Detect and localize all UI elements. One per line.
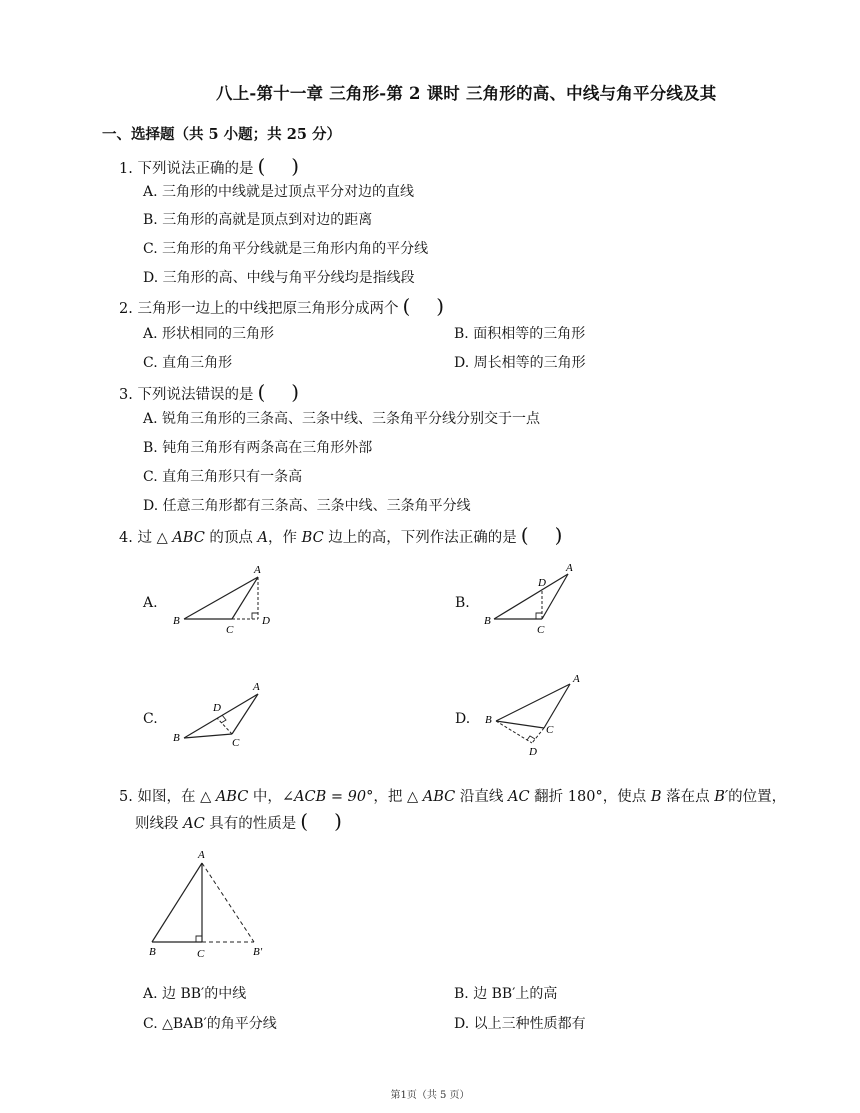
q4-option-d-label: D.: [455, 711, 471, 727]
q5-text: ，把: [373, 789, 403, 805]
q4-option-b-label: B.: [455, 595, 470, 611]
q5-figure: [140, 845, 280, 960]
q5-text: 中，: [248, 789, 282, 805]
math-b-prime: B′: [714, 789, 729, 805]
q5-text: 具有的性质是: [204, 816, 297, 832]
answer-bracket: ( ): [402, 294, 445, 318]
question-5-line-2: [135, 809, 342, 833]
question-2: [119, 294, 444, 318]
point-label-d: D: [538, 577, 546, 589]
q3-option-b: B. 钝角三角形有两条高在三角形外部: [143, 440, 373, 456]
q4-figure-c: [170, 678, 270, 750]
q4-figure-d: [482, 670, 592, 758]
answer-bracket: ( ): [257, 154, 300, 178]
question-1: [119, 154, 299, 178]
q3-option-c: C. 直角三角形只有一条高: [143, 469, 303, 485]
q1-option-d: D. 三角形的高、中线与角平分线均是指线段: [143, 270, 415, 286]
question-5-line-1: [119, 785, 786, 806]
q4-text: 的顶点: [204, 530, 258, 546]
q4-option-c-label: C.: [143, 711, 158, 727]
q3-option-d: D. 任意三角形都有三条高、三条中线、三条角平分线: [143, 498, 471, 514]
math-abc: ABC: [215, 789, 249, 805]
point-label-a: A: [198, 849, 205, 861]
question-1-stem: 1. 下列说法正确的是: [119, 161, 254, 177]
q4-option-a-label: A.: [143, 595, 158, 611]
math-ac: AC: [507, 789, 530, 805]
point-label-c: C: [197, 948, 205, 960]
q4-figure-b: [480, 560, 590, 636]
point-label-c: C: [546, 724, 554, 736]
answer-bracket: ( ): [257, 380, 300, 404]
q5-text: 则线段: [135, 816, 184, 832]
q2-option-d: D. 周长相等的三角形: [454, 355, 586, 371]
point-label-b: B: [485, 714, 492, 726]
question-3-stem: 3. 下列说法错误的是: [119, 387, 254, 403]
math-a: A: [257, 530, 269, 546]
section-title: 一、选择题（共 5 小题；共 25 分）: [102, 126, 341, 143]
q5-text: 沿直线: [455, 789, 508, 805]
q2-option-a: A. 形状相同的三角形: [143, 326, 275, 342]
question-3: [119, 380, 299, 404]
triangle-symbol: △: [407, 789, 419, 805]
q5-text: 的位置，: [728, 789, 787, 805]
q1-option-c: C. 三角形的角平分线就是三角形内角的平分线: [143, 241, 429, 257]
q5-text: 翻折 180°，使点: [529, 789, 651, 805]
q5-option-a: A. 边 BB′的中线: [143, 986, 247, 1002]
answer-bracket: ( ): [520, 523, 563, 547]
point-label-b: B: [149, 946, 156, 958]
q1-option-b: B. 三角形的高就是顶点到对边的距离: [143, 212, 373, 228]
q5-option-b: B. 边 BB′上的高: [454, 986, 558, 1002]
page-title: 八上-第十一章 三角形-第 2 课时 三角形的高、中线与角平分线及其: [216, 84, 717, 103]
math-bc: BC: [301, 530, 324, 546]
math-abc: ABC: [172, 530, 205, 546]
q5-option-c: C. △BAB′的角平分线: [143, 1016, 277, 1032]
point-label-b: B: [484, 615, 491, 627]
q4-text: 边上的高，下列作法正确的是: [323, 530, 517, 546]
point-label-a: A: [254, 564, 261, 576]
point-label-b: B: [173, 615, 180, 627]
point-label-d: D: [529, 746, 537, 758]
point-label-a: A: [566, 562, 573, 574]
point-label-d: D: [213, 702, 221, 714]
q2-option-c: C. 直角三角形: [143, 355, 233, 371]
question-2-stem: 2. 三角形一边上的中线把原三角形分成两个: [119, 301, 399, 317]
math-ac: AC: [183, 816, 205, 832]
math-angle: ∠ACB = 90°: [281, 789, 374, 805]
triangle-symbol: △: [200, 789, 212, 805]
point-label-a: A: [573, 673, 580, 685]
q4-text: ，作: [268, 530, 302, 546]
triangle-symbol: △: [156, 530, 168, 546]
q5-text: 落在点: [661, 789, 715, 805]
point-label-d: D: [262, 615, 270, 627]
point-label-c: C: [232, 737, 240, 749]
point-label-b: B: [173, 732, 180, 744]
q5-text: 5. 如图，在: [119, 789, 196, 805]
point-label-c: C: [537, 624, 545, 636]
q4-text: 4. 过: [119, 530, 152, 546]
math-b: B: [650, 789, 662, 805]
question-4: [119, 523, 562, 547]
point-label-a: A: [253, 681, 260, 693]
math-abc: ABC: [422, 789, 456, 805]
q3-option-a: A. 锐角三角形的三条高、三条中线、三条角平分线分别交于一点: [143, 411, 541, 427]
q4-figure-a: [170, 562, 280, 634]
point-label-c: C: [226, 624, 234, 634]
point-label-b-prime: B′: [253, 946, 263, 958]
page-footer: 第1页（共 5 页）: [390, 1090, 470, 1101]
q1-option-a: A. 三角形的中线就是过顶点平分对边的直线: [143, 184, 415, 200]
answer-bracket: ( ): [300, 809, 342, 833]
q2-option-b: B. 面积相等的三角形: [454, 326, 586, 342]
q5-option-d: D. 以上三种性质都有: [454, 1016, 586, 1032]
